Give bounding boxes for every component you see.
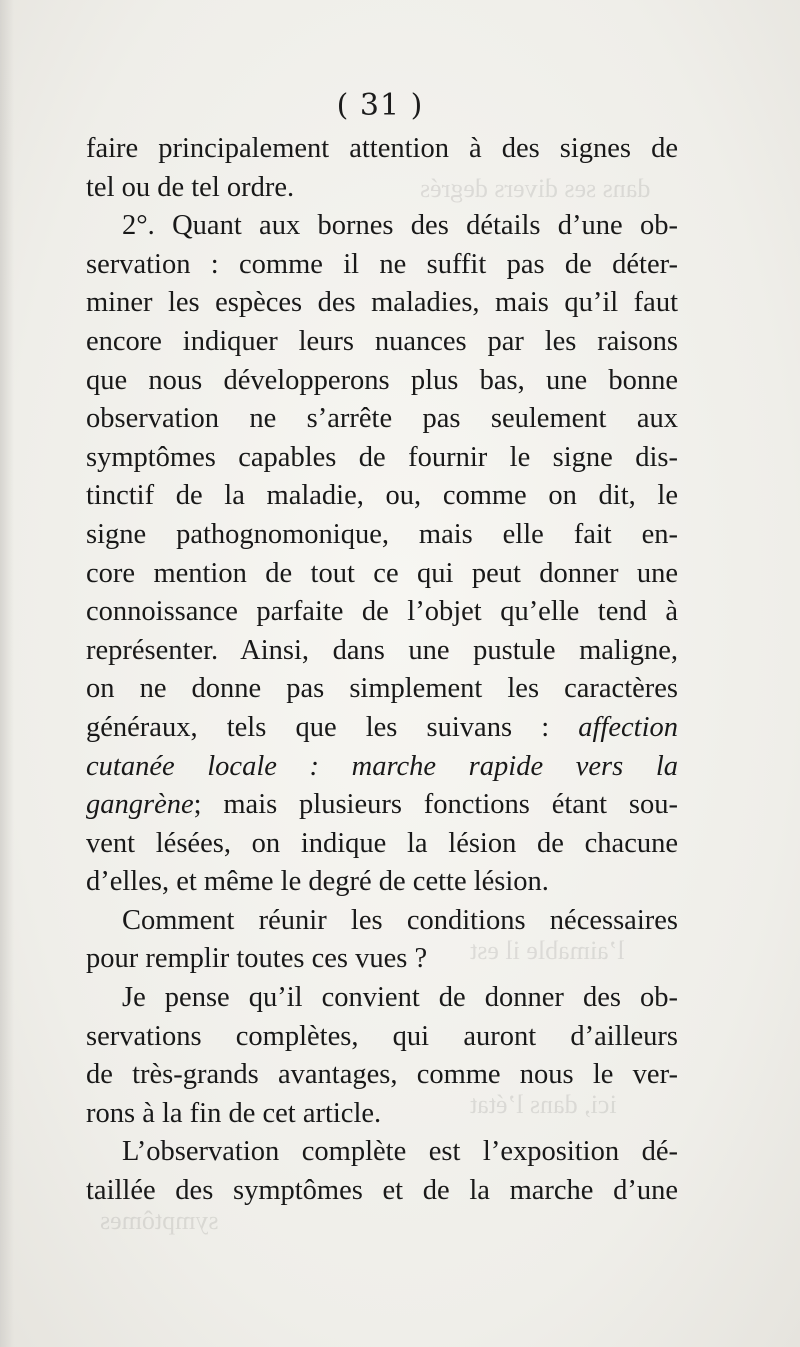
text-line: [86, 246, 678, 285]
text-line: [86, 555, 678, 594]
body-text: [86, 130, 678, 1211]
text-line: [86, 979, 678, 1018]
line-text: 2°. Quant aux bornes des détails d’une ob-: [122, 210, 678, 242]
line-text: Je pense qu’il convient de donner des ob-: [122, 982, 678, 1014]
italic-text: gangrène: [86, 789, 194, 821]
line-text: core mention de tout ce qui peut donner une: [86, 557, 678, 589]
text-line: [86, 400, 678, 439]
line-text: Comment réunir les conditions nécessaires: [122, 904, 678, 936]
text-line: [86, 477, 678, 516]
line-text: symptômes capables de fournir le signe dis-: [86, 441, 678, 473]
text-line: [86, 169, 678, 208]
text-line: [86, 709, 678, 748]
text-line: [86, 323, 678, 362]
italic-text: affection: [578, 711, 678, 743]
line-text: pour remplir toutes ces vues ?: [86, 943, 428, 975]
line-text: d’elles, et même le degré de cette lésion.: [86, 866, 549, 898]
line-text: vent lésées, on indique la lésion de chacune: [86, 827, 678, 859]
italic-text: cutanée locale : marche rapide vers la: [86, 750, 678, 782]
line-text: tel ou de tel ordre.: [86, 171, 295, 203]
text-line: [86, 130, 678, 169]
text-line: [86, 748, 678, 787]
show-through-1: dans ses divers degrés: [420, 174, 651, 203]
text-line: [86, 593, 678, 632]
line-text: on ne donne pas simplement les caractères: [86, 673, 678, 705]
line-text: représenter. Ainsi, dans une pustule maligne,: [86, 634, 678, 666]
text-line: [86, 1133, 678, 1172]
text-line: [86, 1095, 678, 1134]
line-text: généraux, tels que les suivans :: [86, 711, 579, 743]
line-text: observation ne s’arrête pas seulement aux: [86, 403, 678, 435]
line-text: encore indiquer leurs nuances par les raisons: [86, 325, 678, 357]
line-text: faire principalement attention à des signes de: [86, 133, 678, 164]
text-line: [86, 439, 678, 478]
text-line: [86, 786, 678, 825]
line-text: rons à la fin de cet article.: [86, 1097, 382, 1129]
text-line: [86, 670, 678, 709]
text-line: [86, 863, 678, 902]
text-line: [86, 207, 678, 246]
text-line: [86, 940, 678, 979]
text-line: [86, 362, 678, 401]
text-line: [86, 284, 678, 323]
line-text: miner les espèces des maladies, mais qu’il faut: [86, 287, 678, 319]
show-through-2: l’aimable il est: [470, 936, 625, 965]
text-line: [86, 825, 678, 864]
line-text: L’observation complète est l’exposition dé-: [122, 1136, 678, 1168]
line-text: de très-grands avantages, comme nous le ver-: [86, 1059, 678, 1091]
text-line: [86, 1172, 678, 1211]
line-text: servation : comme il ne suffit pas de déter-: [86, 248, 678, 280]
line-text: tinctif de la maladie, ou, comme on dit, le: [86, 480, 678, 512]
line-text: ; mais plusieurs fonctions étant sou-: [193, 789, 678, 821]
show-through-3: ici, dans l’état: [470, 1090, 617, 1119]
text-line: [86, 516, 678, 555]
text-line: [86, 1056, 678, 1095]
line-text: servations complètes, qui auront d’ailleurs: [86, 1020, 678, 1052]
text-line: [86, 632, 678, 671]
show-through-4: symptômes: [100, 1206, 219, 1235]
page-edge-shadow: [0, 0, 14, 1347]
line-text: taillée des symptômes et de la marche d’une: [86, 1175, 678, 1207]
line-text: signe pathognomonique, mais elle fait en-: [86, 518, 678, 550]
line-text: que nous développerons plus bas, une bonne: [86, 364, 678, 396]
text-line: [86, 902, 678, 941]
page-number: ( 31 ): [336, 88, 424, 123]
line-text: connoissance parfaite de l’objet qu’elle tend à: [86, 596, 678, 628]
text-line: [86, 1018, 678, 1057]
